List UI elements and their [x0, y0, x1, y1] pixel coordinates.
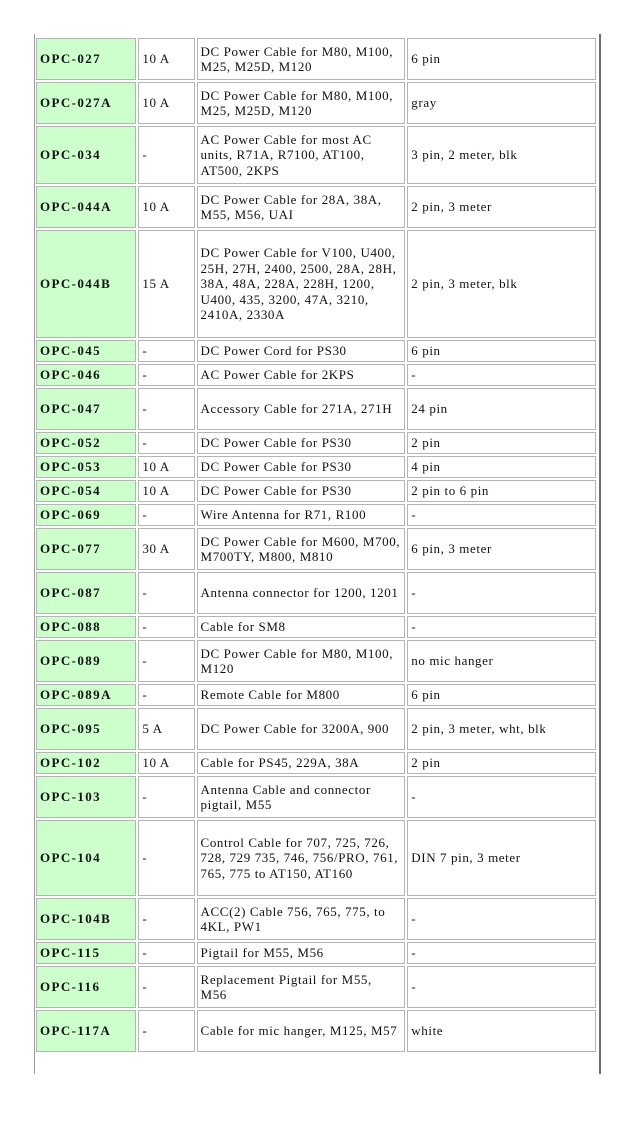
- table-row: [36, 364, 596, 386]
- table-row: [36, 480, 596, 502]
- notes-cell: -: [407, 572, 596, 614]
- part-number-cell: OPC-034: [36, 126, 136, 184]
- table-row: [36, 640, 596, 682]
- part-number-cell: OPC-044A: [36, 186, 136, 228]
- current-rating-cell: -: [138, 340, 194, 362]
- description-cell: Cable for mic hanger, M125, M57: [197, 1010, 406, 1052]
- cable-table: [34, 36, 598, 1054]
- part-number-cell: OPC-027A: [36, 82, 136, 124]
- table-row: [36, 432, 596, 454]
- notes-cell: 4 pin: [407, 456, 596, 478]
- part-number-cell: OPC-088: [36, 616, 136, 638]
- notes-cell: 2 pin, 3 meter, blk: [407, 230, 596, 338]
- description-cell: Antenna connector for 1200, 1201: [197, 572, 406, 614]
- description-cell: Wire Antenna for R71, R100: [197, 504, 406, 526]
- part-number-cell: OPC-027: [36, 38, 136, 80]
- table-row: [36, 456, 596, 478]
- description-cell: DC Power Cable for PS30: [197, 432, 406, 454]
- notes-cell: 6 pin, 3 meter: [407, 528, 596, 570]
- part-number-cell: OPC-103: [36, 776, 136, 818]
- description-cell: DC Power Cable for PS30: [197, 480, 406, 502]
- current-rating-cell: -: [138, 684, 194, 706]
- current-rating-cell: 15 A: [138, 230, 194, 338]
- description-cell: DC Power Cable for M80, M100, M120: [197, 640, 406, 682]
- notes-cell: gray: [407, 82, 596, 124]
- current-rating-cell: -: [138, 776, 194, 818]
- current-rating-cell: -: [138, 820, 194, 896]
- current-rating-cell: 10 A: [138, 82, 194, 124]
- description-cell: DC Power Cable for 28A, 38A, M55, M56, UAI: [197, 186, 406, 228]
- table-row: [36, 966, 596, 1008]
- description-cell: AC Power Cable for 2KPS: [197, 364, 406, 386]
- table-row: [36, 616, 596, 638]
- part-number-cell: OPC-044B: [36, 230, 136, 338]
- part-number-cell: OPC-053: [36, 456, 136, 478]
- description-cell: ACC(2) Cable 756, 765, 775, to 4KL, PW1: [197, 898, 406, 940]
- table-row: [36, 230, 596, 338]
- current-rating-cell: 10 A: [138, 38, 194, 80]
- current-rating-cell: -: [138, 126, 194, 184]
- table-row: [36, 126, 596, 184]
- notes-cell: 3 pin, 2 meter, blk: [407, 126, 596, 184]
- current-rating-cell: 10 A: [138, 752, 194, 774]
- current-rating-cell: -: [138, 966, 194, 1008]
- current-rating-cell: -: [138, 942, 194, 964]
- notes-cell: 6 pin: [407, 340, 596, 362]
- part-number-cell: OPC-102: [36, 752, 136, 774]
- table-row: [36, 82, 596, 124]
- description-cell: Remote Cable for M800: [197, 684, 406, 706]
- table-row: [36, 708, 596, 750]
- current-rating-cell: -: [138, 432, 194, 454]
- part-number-cell: OPC-046: [36, 364, 136, 386]
- table-row: [36, 752, 596, 774]
- notes-cell: -: [407, 966, 596, 1008]
- notes-cell: 2 pin, 3 meter, wht, blk: [407, 708, 596, 750]
- notes-cell: -: [407, 776, 596, 818]
- description-cell: Cable for PS45, 229A, 38A: [197, 752, 406, 774]
- table-row: [36, 388, 596, 430]
- notes-cell: DIN 7 pin, 3 meter: [407, 820, 596, 896]
- part-number-cell: OPC-052: [36, 432, 136, 454]
- table-row: [36, 776, 596, 818]
- part-number-cell: OPC-104: [36, 820, 136, 896]
- table-row: [36, 1010, 596, 1052]
- table-row: [36, 186, 596, 228]
- current-rating-cell: 10 A: [138, 186, 194, 228]
- notes-cell: white: [407, 1010, 596, 1052]
- part-number-cell: OPC-045: [36, 340, 136, 362]
- table-row: [36, 684, 596, 706]
- part-number-cell: OPC-104B: [36, 898, 136, 940]
- description-cell: Accessory Cable for 271A, 271H: [197, 388, 406, 430]
- current-rating-cell: -: [138, 572, 194, 614]
- notes-cell: no mic hanger: [407, 640, 596, 682]
- description-cell: Antenna Cable and connector pigtail, M55: [197, 776, 406, 818]
- part-number-cell: OPC-115: [36, 942, 136, 964]
- part-number-cell: OPC-087: [36, 572, 136, 614]
- description-cell: AC Power Cable for most AC units, R71A, R7100, AT100, AT500, 2KPS: [197, 126, 406, 184]
- description-cell: DC Power Cable for V100, U400, 25H, 27H, 2400, 2500, 28A, 28H, 38A, 48A, 228A, 228H, 1200, U400, 435, 3200, 47A, 3210, 2410A, 2330A: [197, 230, 406, 338]
- notes-cell: 2 pin: [407, 432, 596, 454]
- description-cell: DC Power Cable for M80, M100, M25, M25D, M120: [197, 38, 406, 80]
- description-cell: Pigtail for M55, M56: [197, 942, 406, 964]
- current-rating-cell: 10 A: [138, 480, 194, 502]
- part-number-cell: OPC-095: [36, 708, 136, 750]
- table-row: [36, 898, 596, 940]
- current-rating-cell: 5 A: [138, 708, 194, 750]
- notes-cell: -: [407, 616, 596, 638]
- description-cell: DC Power Cable for M80, M100, M25, M25D, M120: [197, 82, 406, 124]
- table-row: [36, 38, 596, 80]
- part-number-cell: OPC-047: [36, 388, 136, 430]
- description-cell: Control Cable for 707, 725, 726, 728, 729 735, 746, 756/PRO, 761, 765, 775 to AT150, AT160: [197, 820, 406, 896]
- part-number-cell: OPC-077: [36, 528, 136, 570]
- notes-cell: -: [407, 504, 596, 526]
- notes-cell: 6 pin: [407, 38, 596, 80]
- notes-cell: 24 pin: [407, 388, 596, 430]
- notes-cell: -: [407, 898, 596, 940]
- table-row: [36, 528, 596, 570]
- notes-cell: -: [407, 364, 596, 386]
- notes-cell: 6 pin: [407, 684, 596, 706]
- table-row: [36, 572, 596, 614]
- part-number-cell: OPC-116: [36, 966, 136, 1008]
- table-row: [36, 340, 596, 362]
- current-rating-cell: -: [138, 616, 194, 638]
- table-row: [36, 820, 596, 896]
- notes-cell: -: [407, 942, 596, 964]
- current-rating-cell: 10 A: [138, 456, 194, 478]
- description-cell: DC Power Cable for 3200A, 900: [197, 708, 406, 750]
- description-cell: Replacement Pigtail for M55, M56: [197, 966, 406, 1008]
- current-rating-cell: 30 A: [138, 528, 194, 570]
- notes-cell: 2 pin to 6 pin: [407, 480, 596, 502]
- cable-table-body: [36, 38, 596, 1052]
- current-rating-cell: -: [138, 364, 194, 386]
- part-number-cell: OPC-117A: [36, 1010, 136, 1052]
- part-number-cell: OPC-054: [36, 480, 136, 502]
- notes-cell: 2 pin: [407, 752, 596, 774]
- current-rating-cell: -: [138, 504, 194, 526]
- current-rating-cell: -: [138, 1010, 194, 1052]
- part-number-cell: OPC-069: [36, 504, 136, 526]
- current-rating-cell: -: [138, 388, 194, 430]
- part-number-cell: OPC-089: [36, 640, 136, 682]
- current-rating-cell: -: [138, 640, 194, 682]
- current-rating-cell: -: [138, 898, 194, 940]
- table-row: [36, 942, 596, 964]
- description-cell: DC Power Cable for M600, M700, M700TY, M800, M810: [197, 528, 406, 570]
- table-row: [36, 504, 596, 526]
- description-cell: DC Power Cable for PS30: [197, 456, 406, 478]
- part-number-cell: OPC-089A: [36, 684, 136, 706]
- description-cell: Cable for SM8: [197, 616, 406, 638]
- description-cell: DC Power Cord for PS30: [197, 340, 406, 362]
- notes-cell: 2 pin, 3 meter: [407, 186, 596, 228]
